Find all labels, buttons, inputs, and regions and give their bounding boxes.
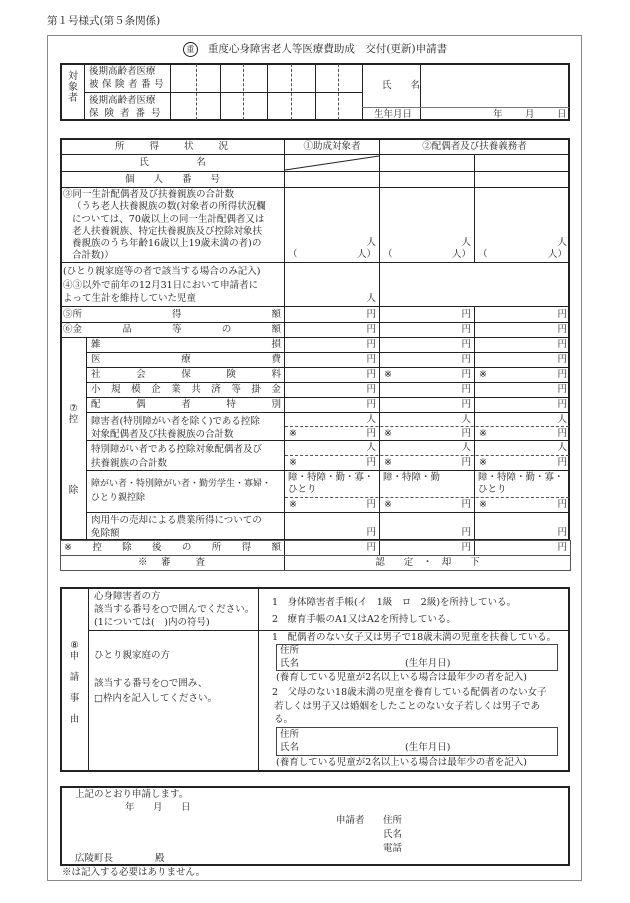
yen-unit: 円: [366, 324, 376, 335]
birth-year-unit: 年: [493, 109, 503, 120]
yen-unit: 円: [461, 324, 471, 335]
ded-row-disabled: 障害者(特別障がい者を除く)である控除 対象配偶者及び扶養親族の合計数: [91, 416, 260, 440]
yen-unit: 円: [461, 457, 471, 468]
yen-unit: 円: [557, 339, 567, 350]
unit-label: 人: [557, 442, 567, 453]
yen-unit: 円: [557, 499, 567, 510]
date-year-unit: 年: [125, 802, 135, 813]
yen-unit: 円: [557, 428, 567, 439]
item1-address-label: 住所: [280, 645, 300, 656]
misc-options-col2[interactable]: 障・特障・勤: [383, 472, 441, 483]
insurer-number-label-l1: 後期高齢者医療: [89, 95, 156, 106]
kome-mark: ※: [384, 369, 392, 380]
ded-row-special-disabled: 特別障がい者である控除対象配偶者及び 扶養親族の合計数: [91, 444, 263, 469]
ded-row-medical: 医 療 費: [91, 354, 281, 365]
kome-mark: ※: [479, 499, 487, 510]
item2-address-label: 住所: [280, 729, 300, 740]
yen-unit: 円: [461, 309, 471, 320]
name-row-label: 氏 名: [139, 157, 206, 168]
insurer-number-label-l2: 保険者番号: [89, 108, 167, 119]
paren: （: [478, 249, 488, 260]
item1-note: (養育している児童が2名以上いる場合は最年少の者を記入): [276, 672, 527, 683]
yen-unit: 円: [366, 499, 376, 510]
income-header-label: 所 得 状 況: [114, 141, 230, 152]
yen-unit: 円: [461, 339, 471, 350]
single-parent-item-2[interactable]: 2 父母のない18歳未満の児童を養育している配偶者のない女子 若しくは男子又は婚姻をしたことのない女子若しくは男子であ る。: [272, 687, 547, 725]
date-day-unit: 日: [181, 802, 191, 813]
kome-mark: ※: [479, 428, 487, 439]
review-value[interactable]: 認 定 ・ 却 下: [375, 557, 480, 568]
subject-name-label: 氏 名: [382, 80, 421, 91]
item1-name-label: 氏名: [280, 658, 300, 669]
applicant-label: 申請者: [336, 815, 365, 826]
kome-mark: ※: [384, 457, 392, 468]
ded-row-spouse-special: 配 偶 者 特 別: [91, 399, 281, 410]
yen-unit: 円: [557, 309, 567, 320]
item1-birth-label: (生年月日): [405, 658, 451, 669]
review-label: ※ 審 査: [137, 557, 207, 568]
unit-label: 人: [461, 442, 471, 453]
yen-unit: 円: [557, 354, 567, 365]
kome-mark: ※: [289, 457, 297, 468]
ded-row-small-business: 小 規 模 企 業 共 済 等 掛 金: [91, 384, 281, 395]
row5-label: ⑤所 得 額: [63, 309, 281, 320]
form-title: [0, 41, 630, 57]
unit-label: 人: [461, 237, 471, 248]
yen-unit: 円: [461, 369, 471, 380]
unit-label: 人）: [547, 249, 567, 260]
circled-mark-icon: 重: [183, 42, 198, 57]
yen-unit: 円: [461, 428, 471, 439]
statement-text: 上記のとおり申請します。: [75, 789, 189, 800]
yen-unit: 円: [557, 542, 567, 553]
kome-mark: ※: [384, 428, 392, 439]
paren: （: [288, 249, 298, 260]
row6-label: ⑥金 品 等 の 額: [63, 324, 281, 335]
applicant-address-label: 住所: [383, 815, 403, 826]
disabled-items[interactable]: 1 身体障害者手帳(イ 1級 ロ 2級)を所持している。 2 療育手帳のA1又はA2を所持している。: [272, 597, 517, 625]
yen-unit: 円: [461, 399, 471, 410]
yen-unit: 円: [366, 527, 376, 538]
item2-note: (養育している児童が2名以上いる場合は最年少の者を記入): [276, 757, 527, 768]
ded-row-misc-loss: 雑 損: [91, 339, 281, 350]
yen-unit: 円: [366, 354, 376, 365]
kome-mark: ※: [289, 428, 297, 439]
yen-unit: 円: [366, 457, 376, 468]
title-text: 重度心身障害老人等医療費助成 交付(更新)申請書: [207, 43, 448, 55]
yen-unit: 円: [366, 339, 376, 350]
kome-mark: ※: [384, 499, 392, 510]
form-code: 第１号様式(第５条関係): [47, 15, 161, 27]
subject-name-field[interactable]: [421, 66, 569, 106]
kome-mark: ※: [289, 499, 297, 510]
date-month-unit: 月: [153, 802, 163, 813]
unit-label: 人: [366, 237, 376, 248]
subject-birth-label: 生年月日: [374, 109, 413, 120]
birth-month-unit: 月: [525, 109, 535, 120]
applicant-phone-label: 電話: [383, 843, 403, 854]
reason-side-label: ⑧ 申 請 事 由: [69, 640, 80, 725]
ded-row-various: 障がい者・特別障がい者・勤労学生・寡婦・ ひとり親控除: [91, 479, 272, 503]
yen-unit: 円: [557, 527, 567, 538]
birth-day-unit: 日: [557, 109, 567, 120]
deduction-side-label-2: 除: [68, 485, 79, 496]
yen-unit: 円: [366, 309, 376, 320]
yen-unit: 円: [557, 384, 567, 395]
unit-label: 人: [557, 414, 567, 425]
yen-unit: 円: [557, 324, 567, 335]
diagonal-slash: [285, 155, 379, 171]
ded-row-social-insurance: 社 会 保 険 料: [91, 369, 281, 380]
yen-unit: 円: [557, 457, 567, 468]
unit-label: 人: [366, 293, 376, 304]
insured-number-label-l2: 被保険者番号: [89, 79, 168, 90]
disabled-desc: 心身障害者の方 該当する番号を○で囲んでください。 (1については( )内の符号): [94, 591, 255, 628]
misc-options-col3[interactable]: 障・特障・勤・寡・ ひとり: [478, 472, 564, 495]
footnote: ※は記入する必要はありません。: [62, 867, 206, 878]
item2-birth-label: (生年月日): [405, 742, 451, 753]
addressee-label: 広陵町長: [75, 853, 114, 864]
unit-label: 人）: [451, 249, 471, 260]
yen-unit: 円: [461, 354, 471, 365]
unit-label: 人: [366, 442, 376, 453]
insured-number-label-l1: 後期高齢者医療: [89, 66, 156, 77]
yen-unit: 円: [557, 369, 567, 380]
ded-row-beef: 肉用牛の売却による農業所得についての 免除額: [91, 515, 262, 539]
single-parent-item-1[interactable]: 1 配偶者のない女子又は男子で18歳未満の児童を扶養している。: [272, 632, 557, 643]
yen-unit: 円: [366, 428, 376, 439]
yen-unit: 円: [366, 384, 376, 395]
yen-unit: 円: [461, 542, 471, 553]
single-parent-desc: 該当する番号を○で囲み、 □枠内を記入してください。: [94, 678, 217, 704]
unit-label: 人: [366, 414, 376, 425]
unit-label: 人: [461, 414, 471, 425]
yen-unit: 円: [461, 527, 471, 538]
applicant-name-label: 氏名: [383, 829, 403, 840]
yen-unit: 円: [461, 384, 471, 395]
subject-side-label: 対象者: [68, 71, 78, 104]
kome-mark: ※: [479, 457, 487, 468]
row4-label: (ひとり親家庭等の者で該当する場合のみ記入) ④③以外で前年の12月31日において申請者に よって生計を維持していた児童: [63, 266, 261, 304]
row3-label: ③同一生計配偶者及び扶養親族の合計数 （うち老人扶養親族の数(対象者の所得状況欄 については、70歳以上の同一生計配偶者又は 老人扶養親族、特定扶養親族及び控除対象扶 養親族のうち年齢16歳以上19歳未満の者)の 合計数)）: [63, 189, 266, 262]
honorific-label: 殿: [155, 853, 165, 864]
single-parent-desc-title: ひとり親家庭の方: [94, 650, 171, 661]
col-spouse-header: ②配偶者及び扶養義務者: [422, 141, 527, 152]
unit-label: 人: [557, 237, 567, 248]
yen-unit: 円: [366, 542, 376, 553]
item2-name-label: 氏名: [280, 742, 300, 753]
number-row-label: 個 人 番 号: [124, 174, 220, 185]
unit-label: 人）: [356, 249, 376, 260]
after-deduction-label: ※ 控 除 後 の 所 得 額: [64, 542, 281, 553]
misc-options-col1[interactable]: 障・特障・勤・寡・ ひとり: [288, 472, 374, 495]
yen-unit: 円: [461, 499, 471, 510]
paren: （: [383, 249, 393, 260]
col-subject-header: ①助成対象者: [303, 141, 361, 152]
yen-unit: 円: [366, 369, 376, 380]
deduction-side-label: ⑦ 控: [68, 403, 79, 425]
kome-mark: ※: [479, 369, 487, 380]
yen-unit: 円: [557, 399, 567, 410]
yen-unit: 円: [366, 399, 376, 410]
